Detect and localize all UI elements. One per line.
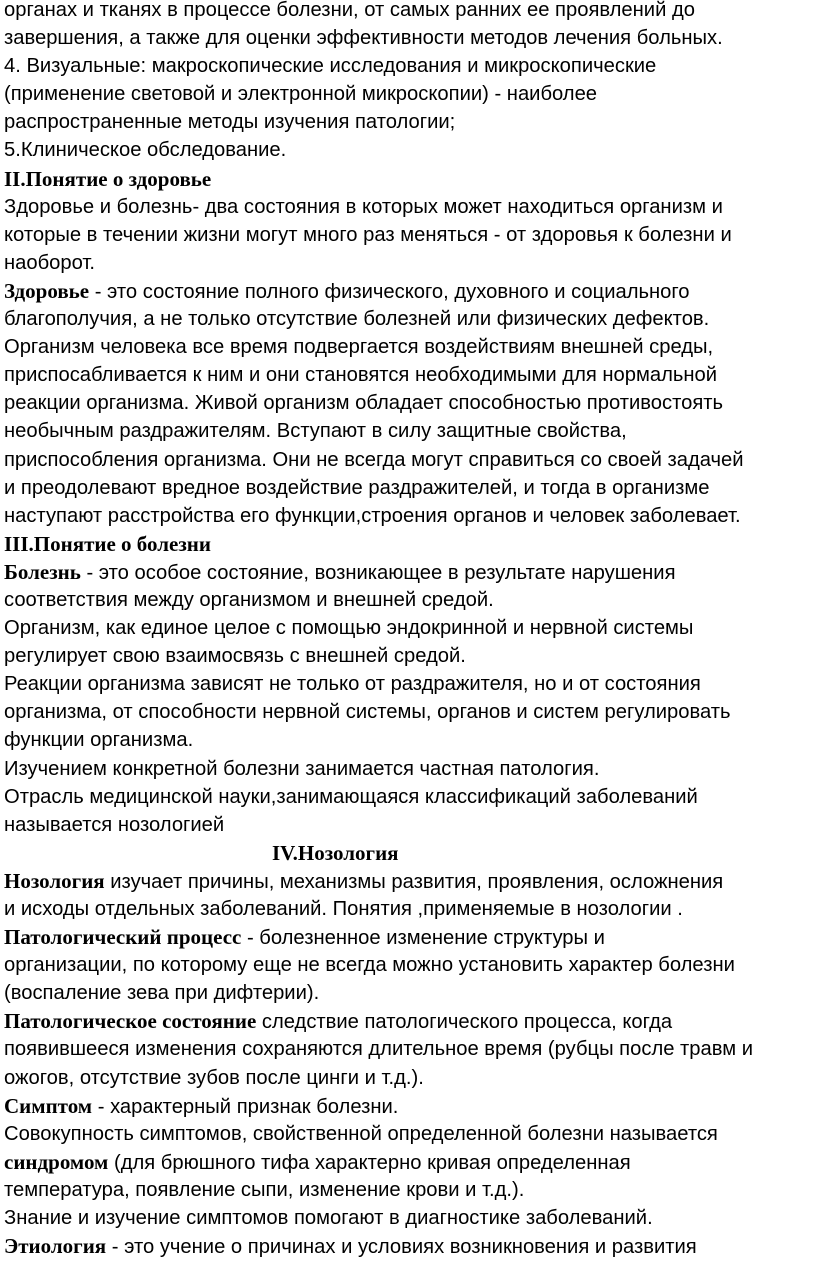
text-line: Реакции организма зависят не только от раздражителя, но и от состояния [4, 673, 701, 696]
section-heading-health: II.Понятие о здоровье [4, 166, 212, 191]
definition-line [4, 277, 812, 305]
text-line: наступают расстройства его функции,строения органов и человек заболевает. [4, 504, 741, 527]
text-line: ожогов, отсутствие зубов после цинги и т.д.). [4, 1066, 424, 1089]
term-pathological-state: Патологическое состояние [4, 1009, 257, 1034]
text-line: реакции организма. Живой организм обладает способностью противостоять [4, 392, 724, 415]
term-pathological-process: Патологический процесс [4, 925, 242, 950]
section-heading-disease: III.Понятие о болезни [4, 531, 211, 556]
text-line: 4. Визуальные: макроскопические исследования и микроскопические [4, 55, 657, 78]
text-line: регулирует свою взаимосвязь с внешней средой. [4, 645, 466, 668]
definition-text: - это учение о причинах и условиях возникновения и развития [106, 1236, 697, 1259]
text-line: Изучением конкретной болезни занимается частная патология. [4, 757, 600, 780]
text-line: Знание и изучение симптомов помогают в диагностике заболеваний. [4, 1207, 653, 1230]
text-line: организации, по которому еще не всегда можно установить характер болезни [4, 954, 735, 977]
term-symptom: Симптом [4, 1093, 93, 1118]
text-line: завершения, а также для оценки эффективности методов лечения больных. [4, 27, 723, 50]
text-line: появившееся изменения сохраняются длительное время (рубцы после травм и [4, 1038, 754, 1061]
text-line: распространенные методы изучения патологии; [4, 111, 456, 134]
term-health: Здоровье [4, 278, 90, 303]
definition-line [4, 923, 812, 951]
text-line: функции организма. [4, 729, 194, 752]
definition-text: изучает причины, механизмы развития, проявления, осложнения [104, 870, 724, 893]
text-line: (применение световой и электронной микроскопии) - наиболее [4, 83, 598, 106]
definition-text: (для брюшного тифа характерно кривая определенная [108, 1151, 631, 1174]
text-line: Совокупность симптомов, свойственной определенной болезни называется [4, 1122, 718, 1145]
definition-line [4, 1007, 812, 1035]
text-line: и преодолевают вредное воздействие раздражителей, и тогда в организме [4, 476, 710, 499]
text-line: соответствия между организмом и внешней средой. [4, 588, 494, 611]
definition-text: - это состояние полного физического, духовного и социального [89, 280, 690, 303]
text-line: температура, появление сыпи, изменение крови и т.д.). [4, 1178, 525, 1201]
definition-text: - это особое состояние, возникающее в результате нарушения [80, 561, 676, 584]
definition-line [4, 1148, 812, 1176]
term-disease: Болезнь [4, 559, 81, 584]
definition-text: - характерный признак болезни. [92, 1095, 399, 1118]
text-line: 5.Клиническое обследование. [4, 139, 287, 162]
text-line: организма, от способности нервной системы, органов и систем регулировать [4, 701, 731, 724]
text-line: благополучия, а не только отсутствие болезней или физических дефектов. [4, 308, 710, 331]
definition-line [4, 558, 812, 586]
text-line: Отрасль медицинской науки,занимающаяся классификаций заболеваний [4, 785, 698, 808]
text-line: которые в течении жизни могут много раз меняться - от здоровья к болезни и [4, 223, 732, 246]
definition-line [4, 1232, 812, 1260]
text-line: наоборот. [4, 251, 96, 274]
text-line: и исходы отдельных заболеваний. Понятия ,применяемые в нозологии . [4, 898, 683, 920]
text-line: называется нозологией [4, 813, 225, 836]
text-line: Организм человека все время подвергается воздействиям внешней среды, [4, 336, 714, 359]
definition-line [4, 867, 812, 895]
section-heading-nosology: IV.Нозология [272, 840, 399, 865]
text-line: Организм, как единое целое с помощью эндокринной и нервной системы [4, 617, 694, 640]
text-line: органах и тканях в процессе болезни, от самых ранних ее проявлений до [4, 0, 695, 21]
definition-text: - болезненное изменение структуры и [241, 927, 605, 950]
text-line: (воспаление зева при дифтерии). [4, 982, 320, 1005]
term-etiology: Этиология [4, 1234, 107, 1259]
text-line: приспособления организма. Они не всегда могут справиться со своей задачей [4, 448, 744, 471]
text-line: приспосабливается к ним и они становятся необходимыми для нормальной [4, 364, 718, 387]
term-syndrome: синдромом [4, 1149, 109, 1174]
definition-text: следствие патологического процесса, когда [256, 1011, 673, 1034]
text-line: необычным раздражителям. Вступают в силу защитные свойства, [4, 420, 627, 443]
text-line: Здоровье и болезнь- два состояния в которых может находиться организм и [4, 195, 723, 218]
term-nosology: Нозология [4, 868, 105, 893]
definition-line [4, 1092, 812, 1120]
